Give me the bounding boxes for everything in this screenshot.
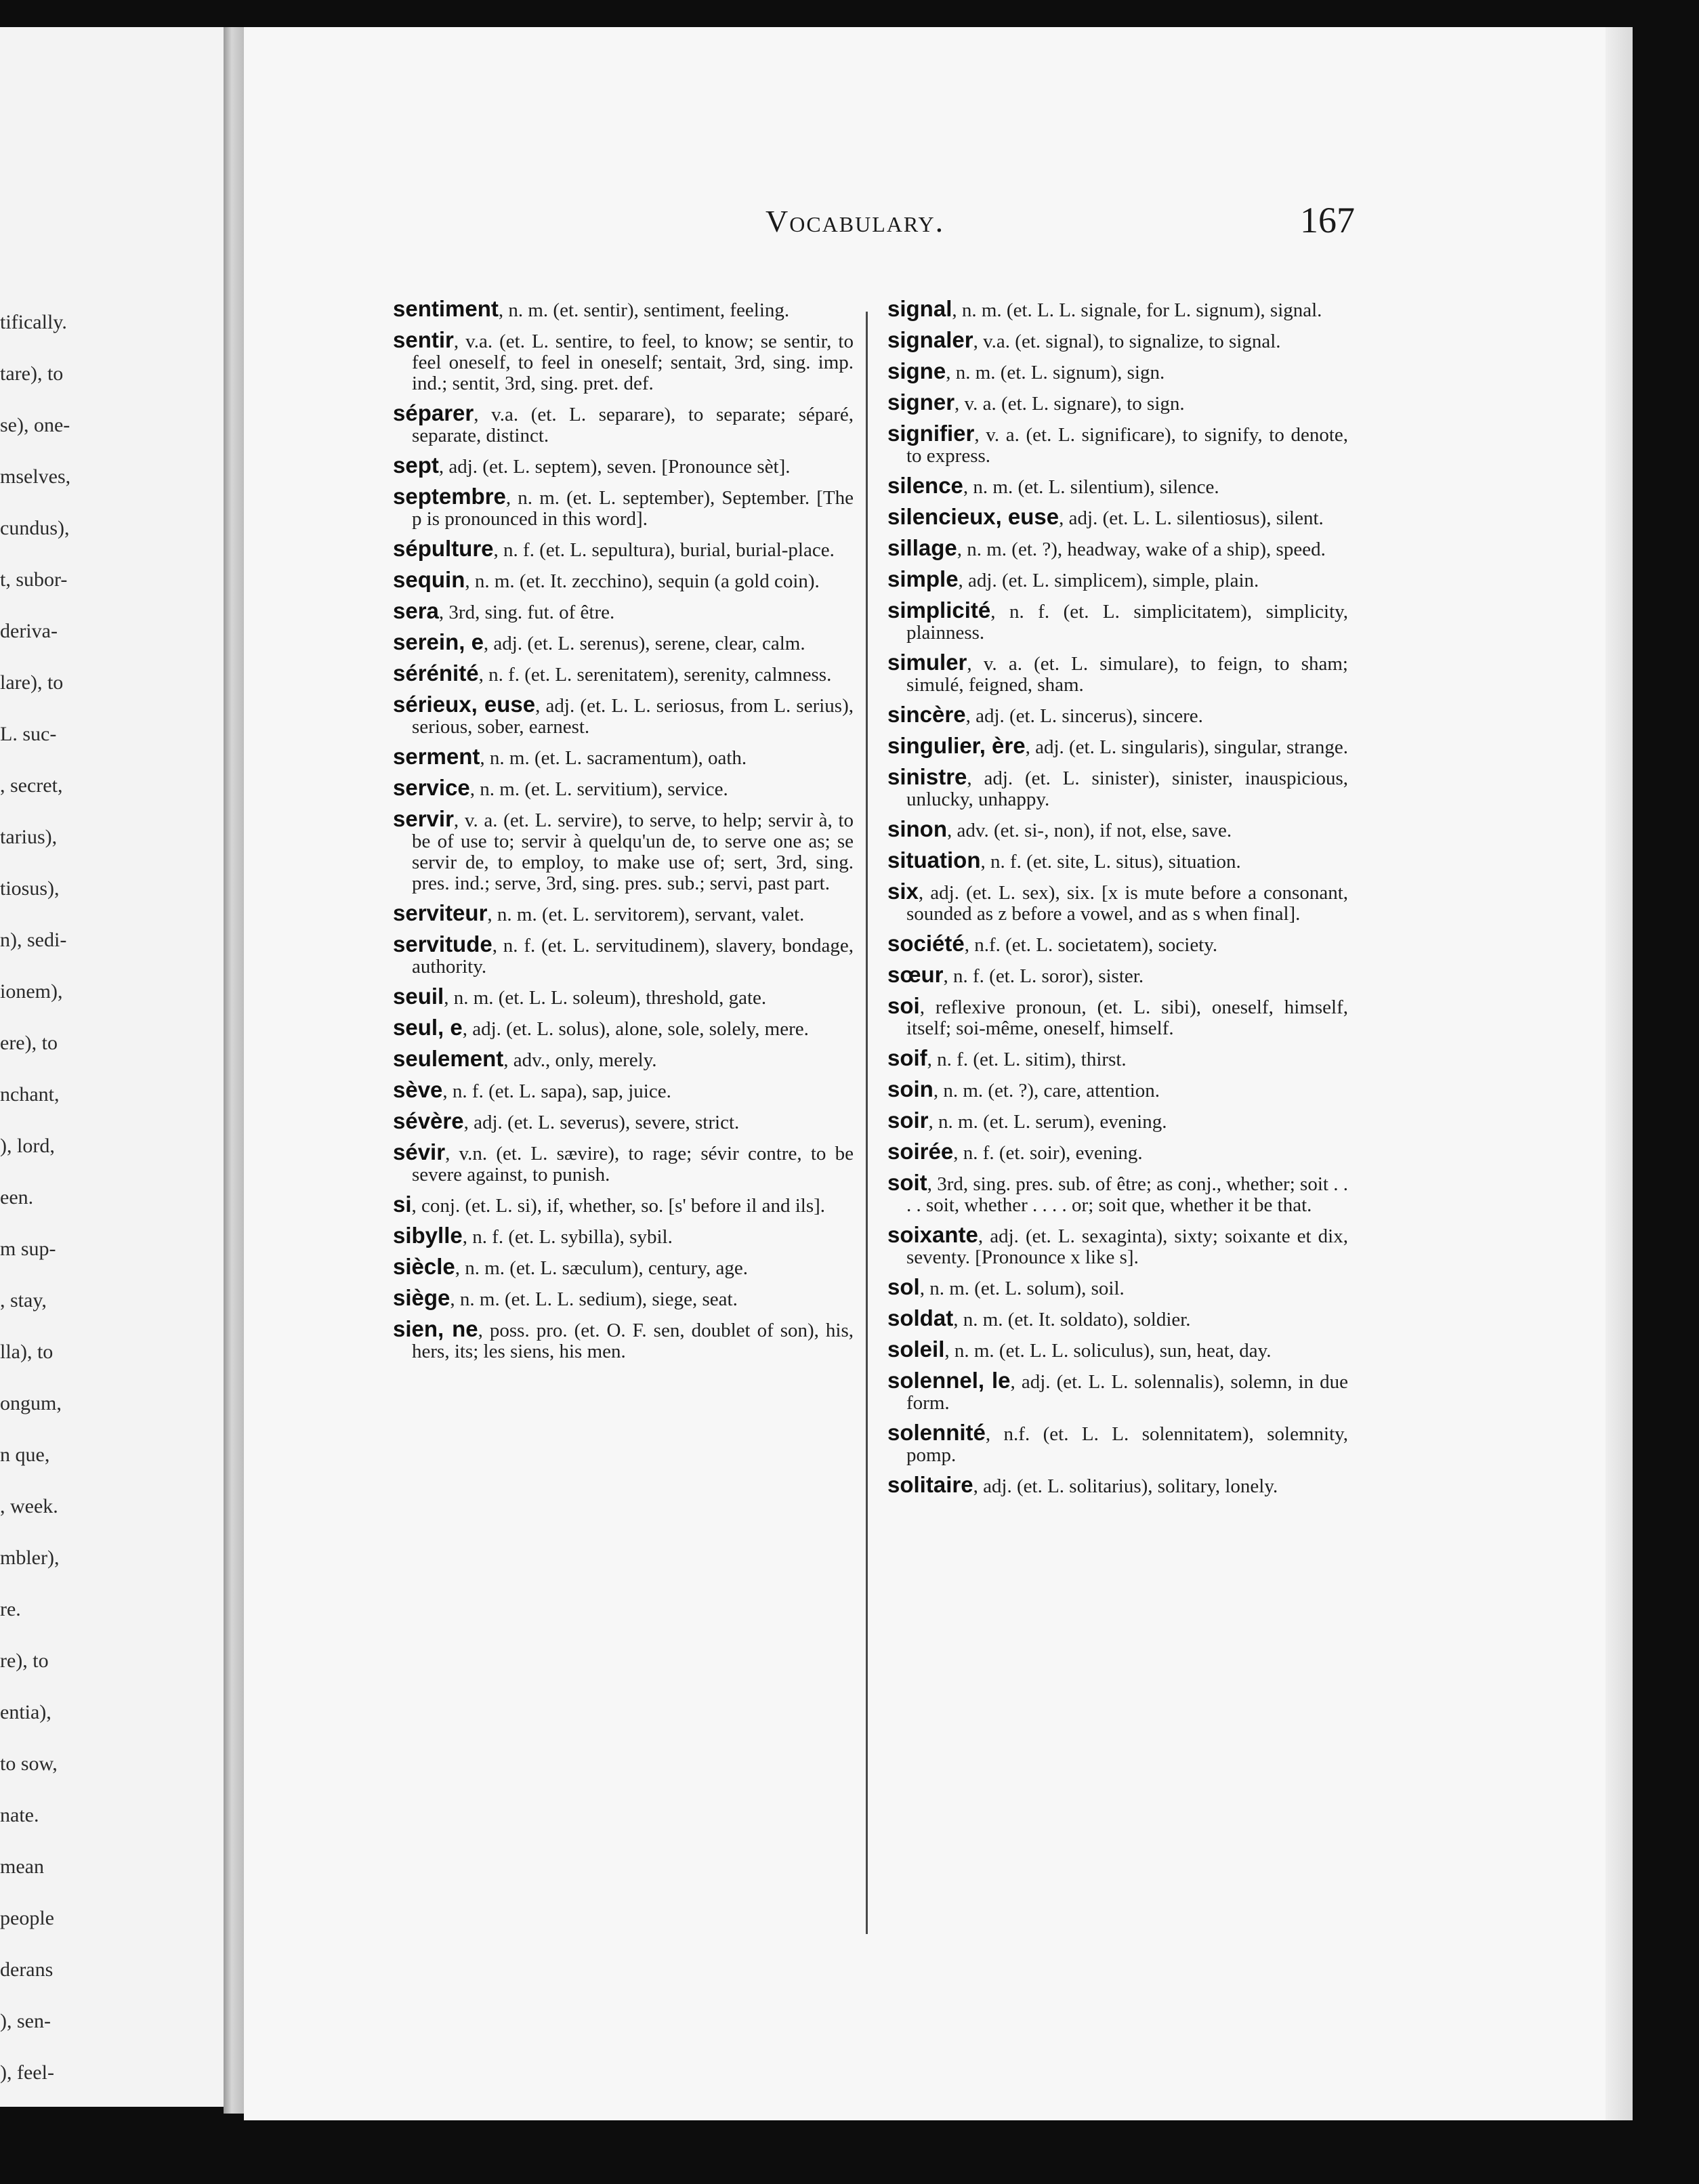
vocabulary-entry (393, 777, 854, 800)
left-page-fragment: mselves, (0, 465, 71, 488)
entry-headword: solennité (887, 1420, 986, 1445)
entry-headword: séparer (393, 400, 474, 425)
left-page-fragment: L. suc- (0, 723, 57, 745)
vocabulary-entry (393, 1141, 854, 1185)
entry-definition: , adj. (et. L. sincerus), sincere. (965, 705, 1203, 727)
entry-headword: sibylle (393, 1223, 463, 1248)
vocabulary-entry (887, 423, 1348, 467)
entry-headword: signaler (887, 327, 973, 352)
vocabulary-entry (393, 631, 854, 654)
entry-headword: solennel, le (887, 1368, 1011, 1393)
vocabulary-entry (393, 808, 854, 894)
entry-headword: soleil (887, 1337, 945, 1362)
entry-headword: six (887, 879, 919, 904)
entry-headword: sérieux, euse (393, 692, 536, 717)
entry-definition: , n.f. (et. L. L. solennitatem), solemnity, pomp. (906, 1423, 1348, 1466)
entry-definition: , n. m. (et. sentir), sentiment, feeling. (498, 299, 790, 321)
left-page-edge (0, 27, 224, 2107)
entry-definition: , n. m. (et. It. zecchino), sequin (a gold coin). (465, 570, 820, 592)
vocabulary-column-right (887, 298, 1348, 1505)
vocabulary-entry (393, 600, 854, 623)
entry-headword: simuler (887, 650, 967, 675)
vocabulary-entry (393, 1194, 854, 1217)
entry-definition: , v. a. (et. L. signare), to sign. (955, 393, 1185, 415)
vocabulary-column-left (393, 298, 854, 1370)
vocabulary-entry (393, 538, 854, 561)
entry-headword: serviteur (393, 900, 488, 925)
entry-definition: , n. f. (et. L. serenitatem), serenity, calmness. (478, 664, 832, 686)
entry-definition: , adj. (et. L. L. seriosus, from L. serius), serious, sober, earnest. (412, 695, 854, 738)
entry-headword: simplicité (887, 597, 991, 623)
vocabulary-entry (887, 1276, 1348, 1299)
entry-headword: soit (887, 1170, 927, 1195)
entry-definition: , v.a. (et. L. sentire, to feel, to know; se sentir, to feel oneself, to feel in oneself; sentait, 3rd, sing. imp. ind.; sentit, 3rd, sing. pret. def. (412, 331, 854, 394)
vocabulary-entry (887, 1474, 1348, 1497)
left-page-fragment: mean (0, 1855, 44, 1878)
left-page-fragment: n que, (0, 1444, 50, 1466)
vocabulary-entry (887, 1422, 1348, 1466)
entry-headword: si (393, 1192, 412, 1217)
left-page-fragment: ere), to (0, 1032, 58, 1054)
vocabulary-entry (887, 766, 1348, 810)
entry-headword: servir (393, 806, 454, 831)
entry-definition: , adj. (et. L. sexaginta), sixty; soixante et dix, seventy. [Pronounce x like s]. (906, 1225, 1348, 1268)
vocabulary-entry (887, 1307, 1348, 1330)
entry-definition: , n. f. (et. L. soror), sister. (943, 965, 1144, 987)
entry-definition: , n. m. (et. L. september), September. [The p is pronounced in this word]. (412, 487, 854, 530)
entry-headword: serein, e (393, 629, 484, 654)
left-page-fragment: , stay, (0, 1289, 47, 1311)
entry-definition: , adv. (et. si-, non), if not, else, save. (947, 820, 1232, 841)
vocabulary-entry (887, 1078, 1348, 1101)
left-page-fragment: nate. (0, 1804, 39, 1826)
entry-definition: , n. f. (et. soir), evening. (953, 1142, 1143, 1164)
vocabulary-entry (887, 964, 1348, 987)
entry-definition: , adv., only, merely. (503, 1049, 657, 1071)
entry-headword: servitude (393, 931, 492, 957)
entry-definition: , v.a. (et. signal), to signalize, to signal. (973, 331, 1281, 352)
entry-headword: situation (887, 847, 981, 873)
vocabulary-entry (393, 694, 854, 738)
left-page-fragment: nchant, (0, 1083, 60, 1106)
left-page-fragment: mbler), (0, 1547, 60, 1569)
entry-headword: seul, e (393, 1015, 463, 1040)
left-page-fragment: derans (0, 1958, 54, 1981)
entry-headword: silencieux, euse (887, 504, 1060, 529)
left-page-fragment: entia), (0, 1701, 51, 1723)
left-page-fragment: tarius), (0, 826, 58, 848)
entry-definition: , v. a. (et. L. simulare), to feign, to sham; simulé, feigned, sham. (906, 653, 1348, 696)
running-head: Vocabulary. (765, 204, 945, 238)
left-page-fragment: tare), to (0, 362, 64, 385)
vocabulary-entry (393, 1079, 854, 1102)
page-number: 167 (1300, 200, 1355, 240)
entry-definition: , reflexive pronoun, (et. L. sibi), oneself, himself, itself; soi-même, oneself, himself. (906, 996, 1348, 1039)
vocabulary-entry (393, 486, 854, 530)
entry-definition: , n. m. (et. L. L. signale, for L. signum), signal. (952, 299, 1322, 321)
vocabulary-entry (393, 1110, 854, 1133)
entry-definition: , adj. (et. L. sex), six. [x is mute before a consonant, sounded as z before a vowel, and as s when final]. (906, 882, 1348, 925)
entry-headword: siècle (393, 1254, 455, 1279)
vocabulary-entry (393, 986, 854, 1009)
entry-headword: sincère (887, 702, 966, 727)
entry-definition: , adj. (et. L. solitarius), solitary, lonely. (973, 1475, 1278, 1497)
entry-definition: , n. m. (et. L. sæculum), century, age. (455, 1257, 748, 1279)
entry-headword: seulement (393, 1046, 504, 1071)
vocabulary-entry (887, 568, 1348, 591)
vocabulary-entry (887, 298, 1348, 321)
entry-headword: sinistre (887, 764, 967, 789)
entry-definition: , adj. (et. L. serenus), serene, clear, calm. (483, 633, 805, 654)
entry-definition: , v. a. (et. L. significare), to signify, to denote, to express. (906, 424, 1348, 467)
entry-headword: soir (887, 1108, 929, 1133)
left-page-fragment: , week. (0, 1495, 58, 1517)
entry-definition: , n. m. (et. L. sacramentum), oath. (480, 747, 747, 769)
vocabulary-entry (887, 392, 1348, 415)
vocabulary-entry (887, 881, 1348, 925)
vocabulary-entry (393, 660, 854, 686)
entry-definition: , n. f. (et. L. sepultura), burial, burial-place. (493, 539, 835, 561)
vocabulary-entry (887, 1141, 1348, 1164)
entry-definition: , adj. (et. L. sinister), sinister, inauspicious, unlucky, unhappy. (906, 768, 1348, 810)
entry-headword: simple (887, 566, 959, 591)
entry-headword: sépulture (393, 536, 494, 561)
entry-definition: , n. m. (et. L. silentium), silence. (963, 476, 1219, 498)
entry-definition: , n. f. (et. L. sapa), sap, juice. (442, 1080, 671, 1102)
entry-definition: , v. a. (et. L. servire), to serve, to help; servir à, to be of use to; servir à quelqu'un de, to serve one as; se servir de, to employ, to make use of; sert, 3rd, sing. pres. ind.; serve, 3rd, sing. pres. sub.; servi, past part. (412, 810, 854, 894)
vocabulary-entry (887, 506, 1348, 529)
book-gutter (224, 27, 244, 2114)
vocabulary-entry (393, 902, 854, 925)
left-page-fragment: re), to (0, 1650, 49, 1672)
vocabulary-entry (887, 537, 1348, 560)
entry-definition: , adj. (et. L. singularis), singular, strange. (1025, 736, 1349, 758)
vocabulary-entry (887, 818, 1348, 841)
vocabulary-entry (887, 1339, 1348, 1362)
left-page-fragment: lla), to (0, 1341, 54, 1363)
entry-definition: , n. m. (et. ?), care, attention. (933, 1080, 1160, 1101)
left-page-fragment: ionem), (0, 980, 63, 1003)
entry-headword: sévère (393, 1108, 464, 1133)
entry-definition: , adj. (et. L. septem), seven. [Pronounce sèt]. (438, 456, 791, 478)
entry-definition: , n. f. (et. L. servitudinem), slavery, bondage, authority. (412, 935, 854, 978)
left-page-fragment: deriva- (0, 620, 58, 642)
entry-definition: , n. m. (et. It. soldato), soldier. (953, 1309, 1191, 1330)
entry-definition: , n. f. (et. L. sitim), thirst. (927, 1049, 1127, 1070)
entry-definition: , n. m. (et. L. solum), soil. (919, 1278, 1125, 1299)
left-page-fragment: , secret, (0, 774, 63, 797)
entry-definition: , adj. (et. L. solus), alone, sole, solely, mere. (462, 1018, 809, 1040)
vocabulary-entry (393, 298, 854, 321)
column-divider (866, 312, 868, 1934)
entry-headword: société (887, 931, 965, 956)
vocabulary-entry (887, 475, 1348, 498)
vocabulary-entry (887, 849, 1348, 873)
entry-headword: sien, ne (393, 1316, 478, 1341)
left-page-fragment: re. (0, 1598, 21, 1620)
entry-headword: soi (887, 993, 920, 1018)
left-page-fragment: people (0, 1907, 54, 1929)
vocabulary-entry (393, 1048, 854, 1071)
entry-headword: sera (393, 598, 439, 623)
vocabulary-entry (393, 1225, 854, 1248)
entry-headword: siège (393, 1285, 450, 1310)
entry-headword: sequin (393, 567, 465, 592)
entry-headword: sillage (887, 535, 957, 560)
vocabulary-entry (887, 1370, 1348, 1414)
vocabulary-entry (393, 1017, 854, 1040)
entry-definition: , n. m. (et. L. signum), sign. (946, 362, 1165, 383)
entry-definition: , n. m. (et. L. servitium), service. (469, 778, 728, 800)
left-page-fragment: tiosus), (0, 877, 60, 900)
entry-headword: soirée (887, 1139, 954, 1164)
entry-headword: soif (887, 1045, 927, 1070)
entry-definition: , n. f. (et. L. simplicitatem), simplicity, plainness. (906, 601, 1348, 644)
left-page-fragment: ), sen- (0, 2010, 51, 2032)
page-header (515, 200, 1355, 251)
entry-headword: solitaire (887, 1472, 973, 1497)
entry-definition: , n. m. (et. L. L. soliculus), sun, heat, day. (944, 1340, 1272, 1362)
vocabulary-entry (393, 329, 854, 394)
vocabulary-entry (887, 704, 1348, 727)
entry-definition: , n. m. (et. L. serum), evening. (928, 1111, 1167, 1133)
entry-headword: singulier, ère (887, 733, 1026, 758)
vocabulary-entry (887, 597, 1348, 644)
left-page-fragment: ), lord, (0, 1135, 55, 1157)
entry-definition: , v.n. (et. L. sævire), to rage; sévir contre, to be severe against, to punish. (412, 1143, 854, 1185)
entry-definition: , n. m. (et. ?), headway, wake of a ship), speed. (957, 539, 1326, 560)
entry-definition: , n. f. (et. L. sybilla), sybil. (462, 1226, 673, 1248)
left-page-fragment: se), one- (0, 414, 70, 436)
entry-headword: sol (887, 1274, 920, 1299)
entry-headword: signal (887, 296, 952, 321)
left-page-fragment: cundus), (0, 517, 70, 539)
vocabulary-entry (393, 933, 854, 978)
vocabulary-entry (887, 735, 1348, 758)
entry-headword: sentiment (393, 296, 499, 321)
entry-headword: sérénité (393, 660, 479, 686)
entry-definition: , v.a. (et. L. separare), to separate; séparé, separate, distinct. (412, 404, 854, 446)
entry-headword: soin (887, 1076, 934, 1101)
entry-definition: , 3rd, sing. fut. of être. (438, 602, 615, 623)
vocabulary-entry (393, 455, 854, 478)
entry-headword: soldat (887, 1305, 954, 1330)
entry-headword: sève (393, 1077, 443, 1102)
entry-definition: , conj. (et. L. si), if, whether, so. [s' before il and ils]. (411, 1195, 826, 1217)
left-page-fragment: ), feel- (0, 2061, 54, 2084)
vocabulary-entry (887, 1047, 1348, 1070)
entry-headword: septembre (393, 484, 506, 509)
entry-definition: , adj. (et. L. severus), severe, strict. (463, 1112, 740, 1133)
left-page-fragment: een. (0, 1186, 34, 1209)
entry-definition: , adj. (et. L. L. silentiosus), silent. (1059, 507, 1324, 529)
entry-headword: seuil (393, 984, 444, 1009)
vocabulary-entry (393, 1287, 854, 1310)
entry-definition: , poss. pro. (et. O. F. sen, doublet of son), his, hers, its; les siens, his men. (412, 1320, 854, 1362)
vocabulary-entry (393, 1256, 854, 1279)
left-page-fragment: lare), to (0, 671, 64, 694)
entry-definition: , adj. (et. L. L. solennalis), solemn, in due form. (906, 1371, 1348, 1414)
entry-headword: sœur (887, 962, 944, 987)
left-page-fragment: t, subor- (0, 568, 68, 591)
left-page-fragment: tifically. (0, 311, 67, 333)
entry-definition: , adj. (et. L. simplicem), simple, plain. (958, 570, 1259, 591)
vocabulary-entry (887, 329, 1348, 352)
entry-headword: signifier (887, 421, 975, 446)
entry-headword: service (393, 775, 470, 800)
entry-headword: sinon (887, 816, 947, 841)
vocabulary-entry (393, 1318, 854, 1362)
vocabulary-entry (887, 1224, 1348, 1268)
vocabulary-entry (393, 402, 854, 446)
entry-headword: sentir (393, 327, 454, 352)
vocabulary-entry (887, 933, 1348, 956)
left-page-fragment: n), sedi- (0, 929, 67, 951)
page-edge (1606, 27, 1633, 2120)
entry-definition: , n. f. (et. site, L. situs), situation. (980, 851, 1241, 873)
vocabulary-entry (887, 360, 1348, 383)
vocabulary-entry (393, 746, 854, 769)
entry-headword: signe (887, 358, 946, 383)
entry-headword: signer (887, 390, 955, 415)
vocabulary-entry (393, 569, 854, 592)
entry-headword: silence (887, 473, 963, 498)
vocabulary-entry (887, 1110, 1348, 1133)
entry-headword: sept (393, 453, 439, 478)
vocabulary-entry (887, 1172, 1348, 1216)
left-page-fragment: m sup- (0, 1238, 56, 1260)
vocabulary-entry (887, 652, 1348, 696)
entry-definition: , n. m. (et. L. L. soleum), threshold, gate. (444, 987, 767, 1009)
left-page-fragment: to sow, (0, 1752, 58, 1775)
entry-definition: , n.f. (et. L. societatem), society. (964, 934, 1218, 956)
entry-definition: , n. m. (et. L. L. sedium), siege, seat. (450, 1288, 738, 1310)
entry-headword: sévir (393, 1139, 446, 1164)
entry-definition: , 3rd, sing. pres. sub. of être; as conj., whether; soit . . . . soit, whether . . . . or; soit que, whether it be that. (906, 1173, 1348, 1216)
vocabulary-entry (887, 995, 1348, 1039)
left-page-fragment: ongum, (0, 1392, 62, 1414)
entry-definition: , n. m. (et. L. servitorem), servant, valet. (487, 904, 805, 925)
entry-headword: serment (393, 744, 480, 769)
entry-headword: soixante (887, 1222, 978, 1247)
